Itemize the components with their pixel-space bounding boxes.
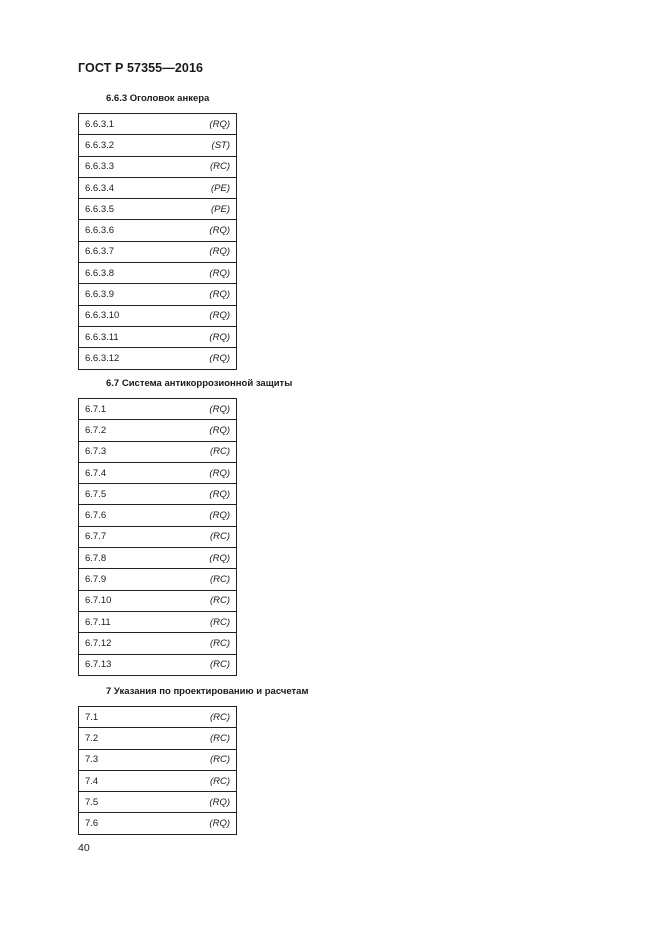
requirement-type: (RQ)	[158, 114, 237, 135]
requirement-type: (RQ)	[158, 548, 237, 569]
clause-number: 6.7.3	[79, 441, 158, 462]
table-row	[79, 484, 237, 505]
clause-number: 6.7.5	[79, 484, 158, 505]
requirement-type: (RQ)	[158, 220, 237, 241]
clause-number: 6.6.3.2	[79, 135, 158, 156]
section-heading-7: 7 Указания по проектированию и расчетам	[106, 686, 309, 697]
clause-number: 6.6.3.11	[79, 326, 158, 347]
clause-number: 6.6.3.6	[79, 220, 158, 241]
table-row	[79, 792, 237, 813]
clause-number: 6.6.3.4	[79, 177, 158, 198]
page-number: 40	[78, 842, 90, 854]
requirement-type: (RQ)	[158, 326, 237, 347]
requirement-type: (RC)	[158, 611, 237, 632]
clause-number: 6.6.3.7	[79, 241, 158, 262]
requirement-type: (RQ)	[158, 348, 237, 369]
clause-number: 7.6	[79, 813, 158, 834]
requirement-type: (RC)	[158, 590, 237, 611]
requirements-table-6-6-3	[78, 113, 237, 370]
table-row	[79, 548, 237, 569]
requirement-type: (RQ)	[158, 263, 237, 284]
clause-number: 6.6.3.3	[79, 156, 158, 177]
requirement-type: (RQ)	[158, 813, 237, 834]
table-row	[79, 569, 237, 590]
table-row	[79, 284, 237, 305]
requirement-type: (RQ)	[158, 420, 237, 441]
table-row	[79, 633, 237, 654]
requirement-type: (ST)	[158, 135, 237, 156]
table-row	[79, 526, 237, 547]
clause-number: 7.5	[79, 792, 158, 813]
clause-number: 6.7.8	[79, 548, 158, 569]
requirement-type: (PE)	[158, 177, 237, 198]
clause-number: 6.7.11	[79, 611, 158, 632]
requirement-type: (PE)	[158, 199, 237, 220]
table-row	[79, 441, 237, 462]
table-row	[79, 813, 237, 834]
clause-number: 6.6.3.5	[79, 199, 158, 220]
clause-number: 7.4	[79, 770, 158, 791]
section-heading-6-6-3: 6.6.3 Оголовок анкера	[106, 93, 210, 104]
clause-number: 6.6.3.9	[79, 284, 158, 305]
clause-number: 6.7.6	[79, 505, 158, 526]
requirement-type: (RC)	[158, 441, 237, 462]
table-row	[79, 241, 237, 262]
section-heading-6-7: 6.7 Система антикоррозионной защиты	[106, 378, 293, 389]
table-row	[79, 220, 237, 241]
clause-number: 6.7.12	[79, 633, 158, 654]
table-row	[79, 177, 237, 198]
requirement-type: (RC)	[158, 749, 237, 770]
requirement-type: (RQ)	[158, 792, 237, 813]
table-row	[79, 156, 237, 177]
clause-number: 6.6.3.10	[79, 305, 158, 326]
requirement-type: (RC)	[158, 156, 237, 177]
clause-number: 7.1	[79, 707, 158, 728]
table-row	[79, 611, 237, 632]
requirement-type: (RC)	[158, 707, 237, 728]
table-row	[79, 462, 237, 483]
clause-number: 6.7.2	[79, 420, 158, 441]
clause-number: 7.3	[79, 749, 158, 770]
requirement-type: (RQ)	[158, 484, 237, 505]
requirement-type: (RQ)	[158, 505, 237, 526]
requirement-type: (RQ)	[158, 462, 237, 483]
table-row	[79, 399, 237, 420]
table-row	[79, 420, 237, 441]
table-row	[79, 348, 237, 369]
requirement-type: (RC)	[158, 728, 237, 749]
clause-number: 7.2	[79, 728, 158, 749]
requirements-table-7	[78, 706, 237, 835]
table-row	[79, 135, 237, 156]
table-row	[79, 590, 237, 611]
clause-number: 6.7.13	[79, 654, 158, 675]
document-header: ГОСТ Р 57355—2016	[78, 61, 204, 75]
table-row	[79, 305, 237, 326]
clause-number: 6.6.3.12	[79, 348, 158, 369]
requirements-table-6-7	[78, 398, 237, 676]
clause-number: 6.7.4	[79, 462, 158, 483]
table-row	[79, 326, 237, 347]
table-row	[79, 114, 237, 135]
requirement-type: (RQ)	[158, 241, 237, 262]
clause-number: 6.7.10	[79, 590, 158, 611]
table-row	[79, 263, 237, 284]
requirement-type: (RC)	[158, 569, 237, 590]
table-row	[79, 654, 237, 675]
requirement-type: (RQ)	[158, 284, 237, 305]
table-row	[79, 707, 237, 728]
table-row	[79, 199, 237, 220]
table-row	[79, 505, 237, 526]
clause-number: 6.7.1	[79, 399, 158, 420]
requirement-type: (RC)	[158, 770, 237, 791]
requirement-type: (RQ)	[158, 305, 237, 326]
clause-number: 6.7.9	[79, 569, 158, 590]
clause-number: 6.6.3.8	[79, 263, 158, 284]
requirement-type: (RC)	[158, 654, 237, 675]
table-row	[79, 728, 237, 749]
clause-number: 6.6.3.1	[79, 114, 158, 135]
requirement-type: (RC)	[158, 526, 237, 547]
table-row	[79, 749, 237, 770]
clause-number: 6.7.7	[79, 526, 158, 547]
requirement-type: (RQ)	[158, 399, 237, 420]
requirement-type: (RC)	[158, 633, 237, 654]
table-row	[79, 770, 237, 791]
